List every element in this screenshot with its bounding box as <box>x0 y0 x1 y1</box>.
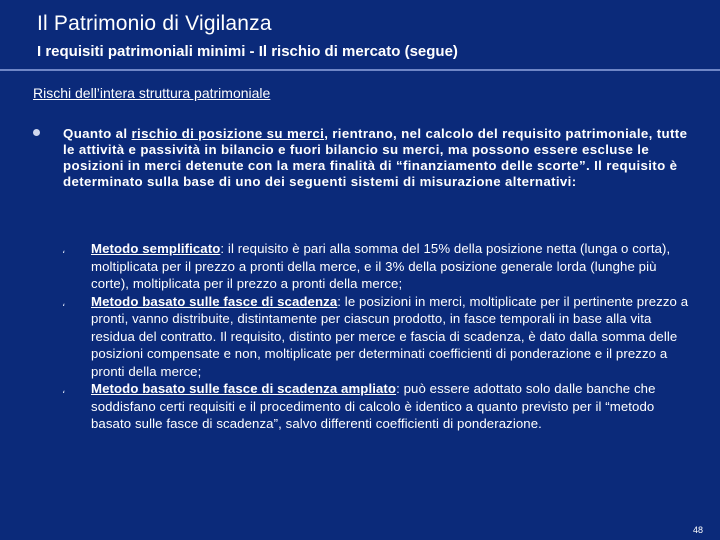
sub-bullet-text <box>91 240 691 293</box>
slide-subtitle: I requisiti patrimoniali minimi - Il rischio di mercato (segue) <box>37 43 458 60</box>
sub-bullet-item <box>60 380 700 433</box>
section-title: Rischi dell’intera struttura patrimoniale <box>33 85 271 101</box>
main-bullet-underlined: rischio di posizione su merci <box>131 126 325 141</box>
sub-bullet-lead: Metodo basato sulle fasce di scadenza ampliato <box>91 381 397 396</box>
sub-bullet-mark-icon: ، <box>62 297 66 309</box>
sub-bullet-lead: Metodo semplificato <box>91 241 221 256</box>
sub-bullet-text <box>91 293 691 381</box>
sub-bullet-item <box>60 293 700 381</box>
main-bullet-text <box>63 126 688 190</box>
sub-bullet-body: : il requisito è pari alla somma del 15% della posizione netta (lunga o corta), moltiplicata per il prezzo a pronti della merce, e il 3% della posizione generale lorda (lunghe più corte), moltiplicata per il prezzo a pronti della merce; <box>91 241 671 291</box>
sub-bullet-lead: Metodo basato sulle fasce di scadenza <box>91 293 338 309</box>
sub-bullet-mark-icon: ، <box>62 385 66 396</box>
sub-bullet-body: : può essere adottato solo dalle banche che soddisfano certi requisiti e il procedimento di calcolo è identico a quanto previsto per il “metodo basato sulle fasce di scadenza”, salvo differenti coefficienti di ponderazione. <box>91 381 656 431</box>
main-bullet-suffix: , rientrano, nel calcolo del requisito patrimoniale, tutte le attività e passività in bilancio e fuori bilancio su merci, ma possono essere escluse le posizioni in merci detenute con la mera finalità di “finanziamento delle scorte”. Il requisito è determinato sulla base di uno dei seguenti sistemi di misurazione alternativi: <box>63 126 688 189</box>
sub-bullet-body: : le posizioni in merci, moltiplicate per il pertinente prezzo a pronti, vanno distribuite, distintamente per ciascun prodotto, in fasce temporali in base alla vita residua del contratto. Il requisito, distinto per merce e fascia di scadenza, è dato dalla somma delle posizioni compensate e non, moltiplicate per determinati coefficienti di ponderazione e il prezzo a pronti della merce; <box>91 293 689 379</box>
slide-title: Il Patrimonio di Vigilanza <box>37 12 272 35</box>
page-number: 48 <box>692 525 703 535</box>
sub-bullet-list <box>60 240 700 433</box>
title-divider <box>0 69 720 71</box>
main-bullet-prefix: Quanto al <box>63 126 132 141</box>
bullet-dot-icon <box>33 129 40 136</box>
sub-bullet-text <box>91 380 691 433</box>
sub-bullet-mark-icon: ، <box>62 245 66 256</box>
sub-bullet-item <box>60 240 700 293</box>
